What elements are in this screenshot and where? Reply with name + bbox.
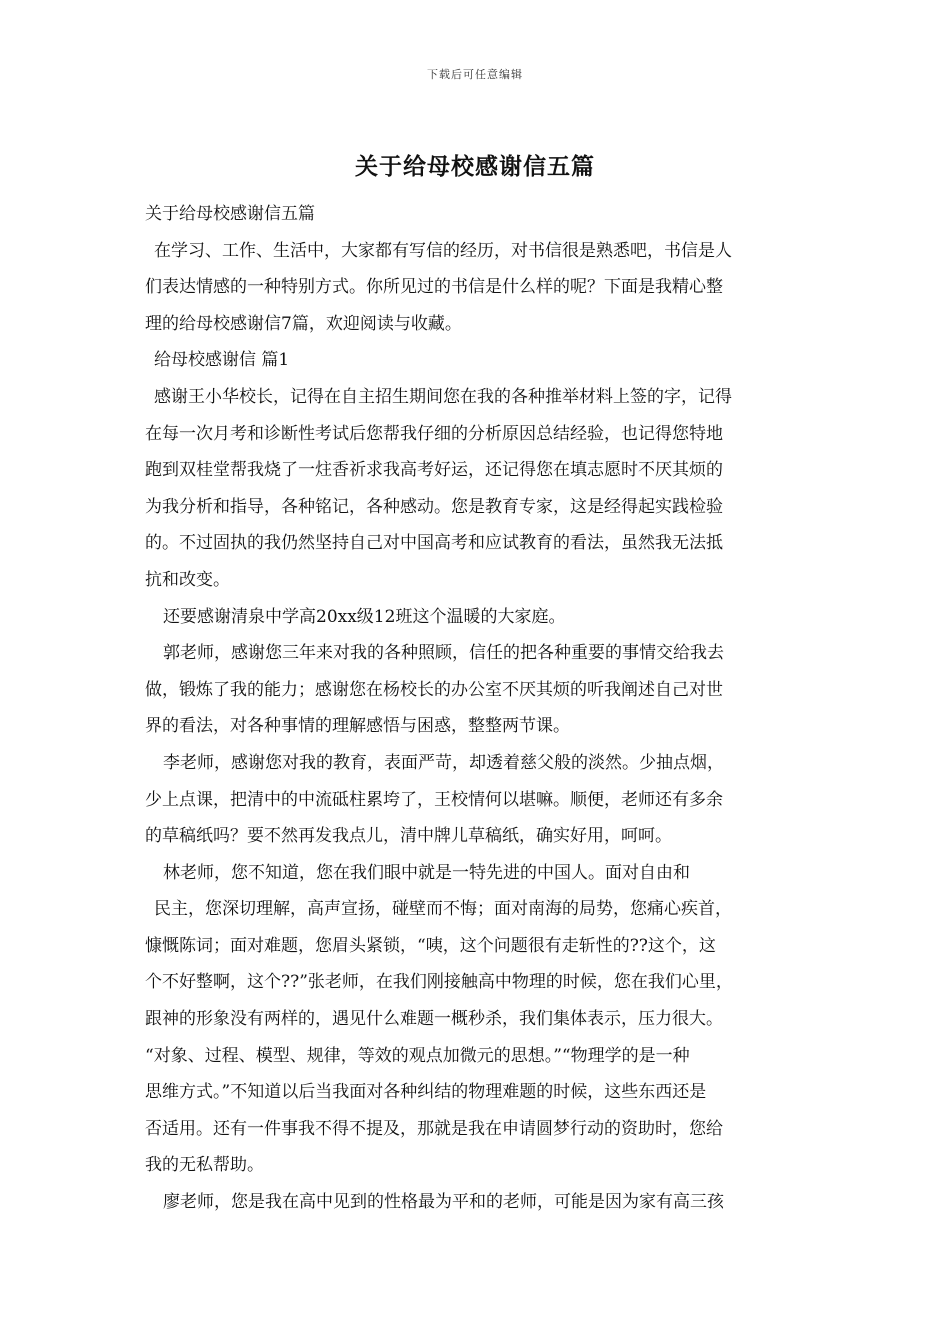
paragraph-line: 感谢王小华校长，记得在自主招生期间您在我的各种推举材料上签的字，记得 [154,386,732,407]
paragraph-line: 我的无私帮助。 [145,1155,264,1176]
paragraph-line: 们表达情感的一种特别方式。你所见过的书信是什么样的呢？下面是我精心整 [145,277,723,298]
paragraph-line: 在每一次月考和诊断性考试后您帮我仔细的分析原因总结经验，也记得您特地 [145,423,723,444]
paragraph-line: 跟神的形象没有两样的，遇见什么难题一概秒杀，我们集体表示，压力很大。 [145,1009,723,1030]
paragraph-line: 慷慨陈词；面对难题，您眉头紧锁，“咦，这个问题很有走斩性的??这个，这 [145,935,716,956]
paragraph-line: 理的给母校感谢信7篇，欢迎阅读与收藏。 [145,313,462,334]
paragraph-line: 的草稿纸吗？要不然再发我点儿，清中牌儿草稿纸，确实好用，呵呵。 [145,826,672,847]
paragraph-line: 否适用。还有一件事我不得不提及，那就是我在申请圆梦行动的资助时，您给 [145,1118,723,1139]
paragraph-line: 廖老师，您是我在高中见到的性格最为平和的老师，可能是因为家有高三孩 [163,1192,724,1213]
paragraph-line: 的。不过固执的我仍然坚持自己对中国高考和应试教育的看法，虽然我无法抵 [145,533,723,554]
page-header-note: 下载后可任意编辑 [427,68,523,81]
paragraph-line: 个不好整啊，这个??”张老师，在我们刚接触高中物理的时候，您在我们心里， [145,972,733,993]
paragraph-line: 还要感谢清泉中学高20xx级12班这个温暖的大家庭。 [163,606,566,627]
document-body [145,196,807,1221]
document-title: 关于给母校感谢信五篇 [355,153,595,180]
paragraph-line: 为我分析和指导，各种铭记，各种感动。您是教育专家，这是经得起实践检验 [145,496,723,517]
paragraph-line: 郭老师，感谢您三年来对我的各种照顾，信任的把各种重要的事情交给我去 [163,643,724,664]
section-heading: 给母校感谢信 篇1 [154,350,290,371]
paragraph-line: 做，锻炼了我的能力；感谢您在杨校长的办公室不厌其烦的听我阐述自己对世 [145,679,723,700]
paragraph-line: 林老师，您不知道，您在我们眼中就是一特先进的中国人。面对自由和 [163,862,690,883]
paragraph-line: 界的看法，对各种事情的理解感悟与困惑，整整两节课。 [145,716,570,737]
paragraph-line: 在学习、工作、生活中，大家都有写信的经历，对书信很是熟悉吧，书信是人 [154,240,732,261]
paragraph-line: 思维方式。”不知道以后当我面对各种纠结的物理难题的时候，这些东西还是 [145,1082,707,1103]
subtitle-line: 关于给母校感谢信五篇 [145,204,315,224]
paragraph-line: 民主，您深切理解，高声宣扬，碰壁而不悔；面对南海的局势，您痛心疾首， [154,899,732,920]
paragraph-line: 跑到双桂堂帮我烧了一炷香祈求我高考好运，还记得您在填志愿时不厌其烦的 [145,460,723,481]
paragraph-line: “对象、过程、模型、规律，等效的观点加微元的思想。”“物理学的是一种 [145,1045,690,1066]
paragraph-line: 少上点课，把清中的中流砥柱累垮了，王校情何以堪嘛。顺便，老师还有多余 [145,789,723,810]
paragraph-line: 抗和改变。 [145,569,230,590]
paragraph-line: 李老师，感谢您对我的教育，表面严苛，却透着慈父般的淡然。少抽点烟， [163,752,724,773]
